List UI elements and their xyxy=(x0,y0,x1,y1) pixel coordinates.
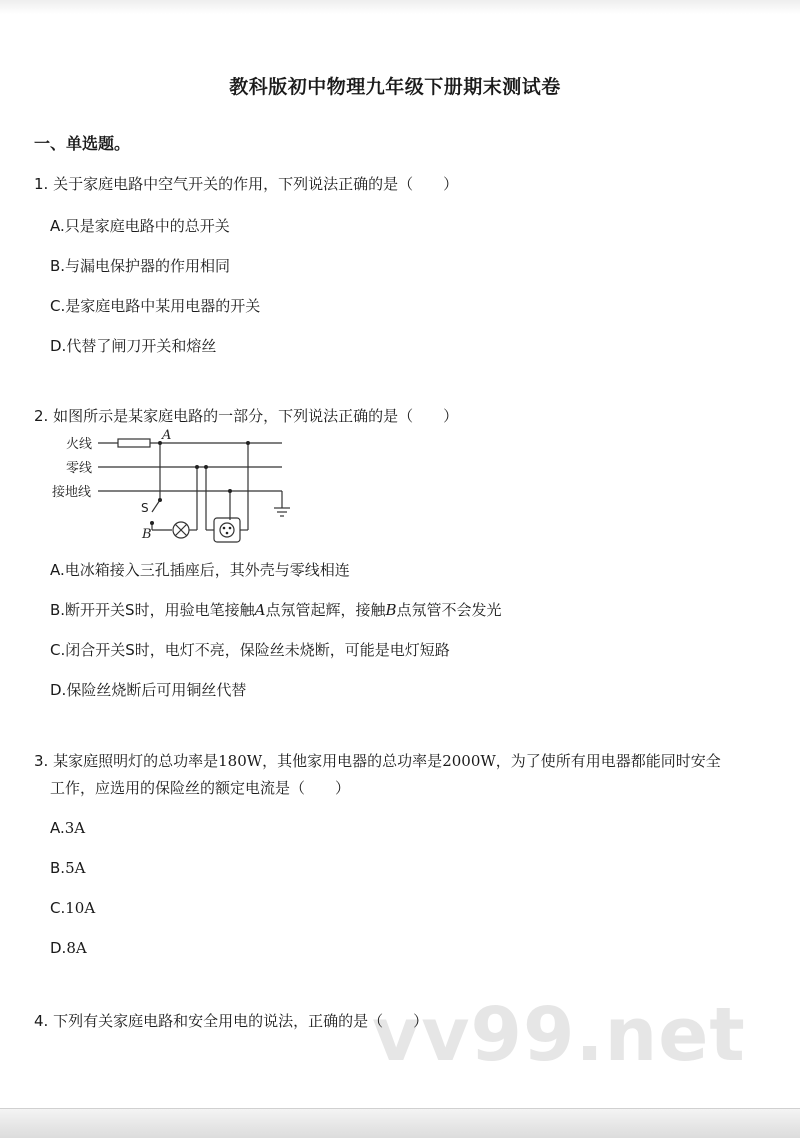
question-stem: 下列有关家庭电路和安全用电的说法，正确的是（ ） xyxy=(48,1012,429,1030)
page-top-edge xyxy=(0,0,800,14)
document-title: 教科版初中物理九年级下册期末测试卷 xyxy=(229,76,561,98)
q2-option-b: B.断开开关S时，用验电笔接触A点氖管起辉，接触B点氖管不会发光 xyxy=(50,601,502,619)
question-1 xyxy=(34,171,458,197)
question-stem: 如图所示是某家庭电路的一部分，下列说法正确的是（ ） xyxy=(53,407,459,425)
q1-option-c: C.是家庭电路中某用电器的开关 xyxy=(50,297,261,315)
section-heading: 一、单选题。 xyxy=(34,134,131,153)
socket-face xyxy=(220,523,234,537)
q2-option-c: C.闭合开关S时，电灯不亮，保险丝未烧断，可能是电灯短路 xyxy=(50,641,450,659)
q3-option-c: C.10A xyxy=(50,899,96,917)
q1-option-a: A.只是家庭电路中的总开关 xyxy=(50,217,230,235)
page-bottom-edge xyxy=(0,1108,800,1138)
fuse-icon xyxy=(118,439,150,447)
q2-option-d: D.保险丝烧断后可用铜丝代替 xyxy=(50,681,247,699)
live-wire-label: 火线 xyxy=(66,437,93,452)
point-a-label: A xyxy=(162,428,172,443)
socket-icon xyxy=(214,518,240,542)
q3-option-b: B.5A xyxy=(50,859,86,877)
ground-wire-label: 接地线 xyxy=(52,485,92,500)
q3-option-a: A.3A xyxy=(50,819,86,837)
watermark: vv99.net xyxy=(372,992,746,1078)
q2-option-a: A.电冰箱接入三孔插座后，其外壳与零线相连 xyxy=(50,561,350,579)
question-number: 3. xyxy=(34,752,49,770)
question-stem: 关于家庭电路中空气开关的作用，下列说法正确的是（ ） xyxy=(53,175,459,193)
question-2 xyxy=(34,403,458,429)
point-b-label: B xyxy=(142,527,152,542)
q1-option-b: B.与漏电保护器的作用相同 xyxy=(50,257,231,275)
circuit-diagram xyxy=(40,428,310,550)
q1-option-d: D.代替了闸刀开关和熔丝 xyxy=(50,337,217,355)
switch-blade xyxy=(152,500,160,512)
switch-label: S xyxy=(141,501,149,515)
q3-option-d: D.8A xyxy=(50,939,87,957)
question-number: 2. xyxy=(34,407,49,425)
question-number: 1. xyxy=(34,175,49,193)
question-3-line-2: 工作，应选用的保险丝的额定电流是（ ） xyxy=(50,779,351,797)
question-number: 4. xyxy=(34,1012,49,1030)
neutral-wire-label: 零线 xyxy=(66,461,93,476)
question-4 xyxy=(34,1008,428,1034)
question-3: 3. 某家庭照明灯的总功率是180W，其他家用电器的总功率是2000W，为了使所有用电器都能同时安全 xyxy=(34,752,721,770)
